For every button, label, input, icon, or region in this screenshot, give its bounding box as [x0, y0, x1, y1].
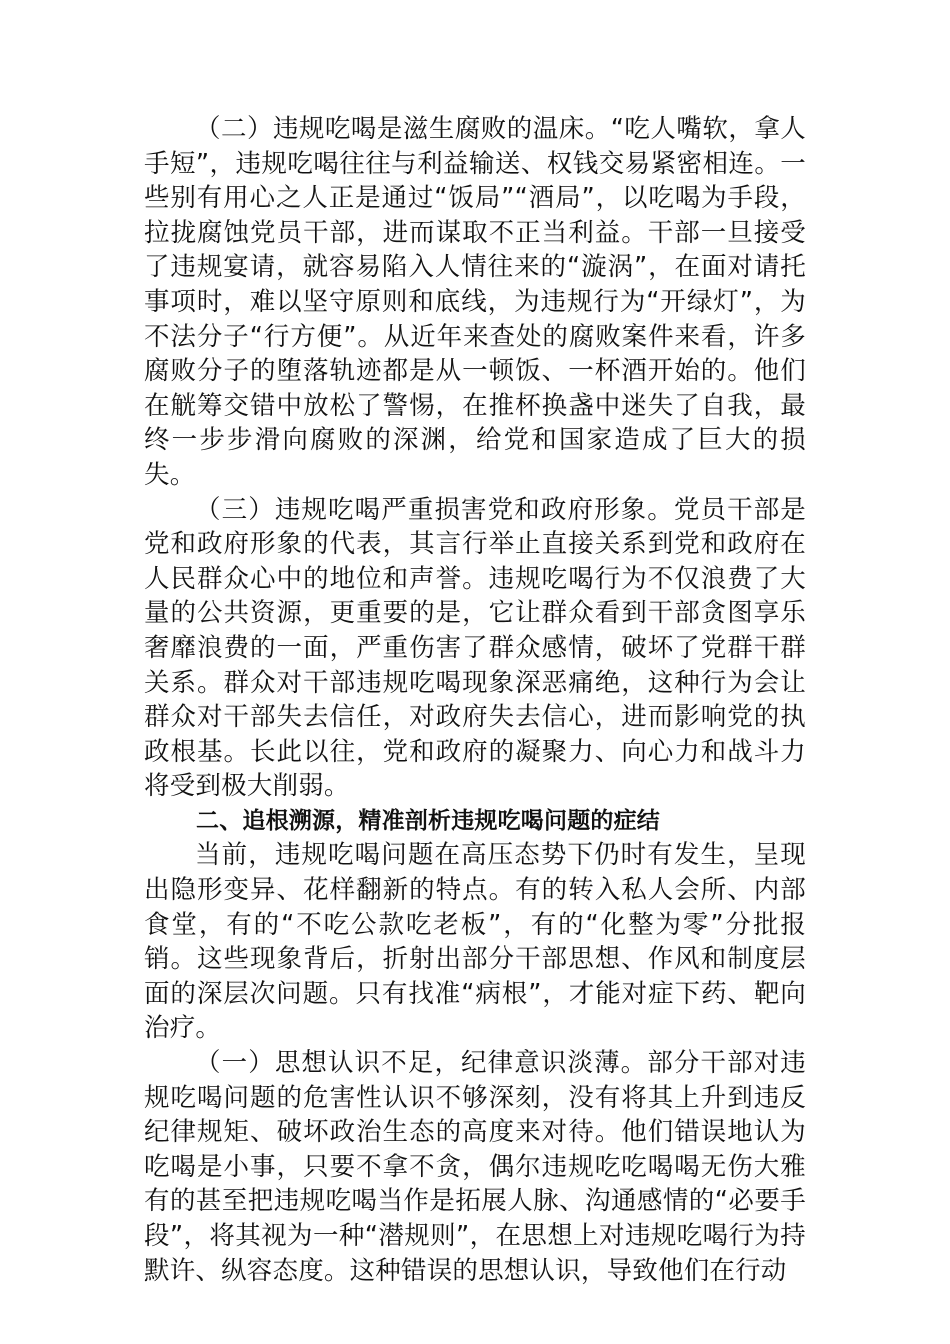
- paragraph-corruption-hotbed: （二）违规吃喝是滋生腐败的温床。“吃人嘴软，拿人手短”，违规吃喝往往与利益输送、权钱交易紧密相连。一些别有用心之人正是通过“饭局”“酒局”，以吃喝为手段，拉拢腐蚀党员干部，进而谋取不正当利益。干部一旦接受了违规宴请，就容易陷入人情往来的“漩涡”，在面对请托事项时，难以坚守原则和底线，为违规行为“开绿灯”，为不法分子“行方便”。从近年来查处的腐败案件来看，许多腐败分子的堕落轨迹都是从一顿饭、一杯酒开始的。他们在觥筹交错中放松了警惕，在推杯换盏中迷失了自我，最终一步步滑向腐败的深渊，给党和国家造成了巨大的损失。: [144, 114, 806, 490]
- paragraph-party-image: （三）违规吃喝严重损害党和政府形象。党员干部是党和政府形象的代表，其言行举止直接关系到党和政府在人民群众心中的地位和声誉。违规吃喝行为不仅浪费了大量的公共资源，更重要的是，它让群众看到干部贪图享乐奢靡浪费的一面，严重伤害了群众感情，破坏了党群干群关系。群众对干部违规吃喝现象深恶痛绝，这种行为会让群众对干部失去信任，对政府失去信心，进而影响党的执政根基。长此以往，党和政府的凝聚力、向心力和战斗力将受到极大削弱。: [144, 494, 806, 802]
- paragraph-ideological-awareness: （一）思想认识不足，纪律意识淡薄。部分干部对违规吃喝问题的危害性认识不够深刻，没有将其上升到违反纪律规矩、破坏政治生态的高度来对待。他们错误地认为吃喝是小事，只要不拿不贪，偶尔违规吃吃喝喝无伤大雅有的甚至把违规吃喝当作是拓展人脉、沟通感情的“必要手段”，将其视为一种“潜规则”，在思想上对违规吃喝行为持默许、纵容态度。这种错误的思想认识，导致他们在行动: [144, 1048, 806, 1286]
- document-body: [144, 112, 806, 1288]
- section-heading-root-cause: 二、追根溯源，精准剖析违规吃喝问题的症结: [196, 807, 660, 834]
- paragraph-current-situation: 当前，违规吃喝问题在高压态势下仍时有发生，呈现出隐形变异、花样翻新的特点。有的转入私人会所、内部食堂，有的“不吃公款吃老板”，有的“化整为零”分批报销。这些现象背后，折射出部分干部思想、作风和制度层面的深层次问题。只有找准“病根”，才能对症下药、靶向治疗。: [144, 840, 806, 1044]
